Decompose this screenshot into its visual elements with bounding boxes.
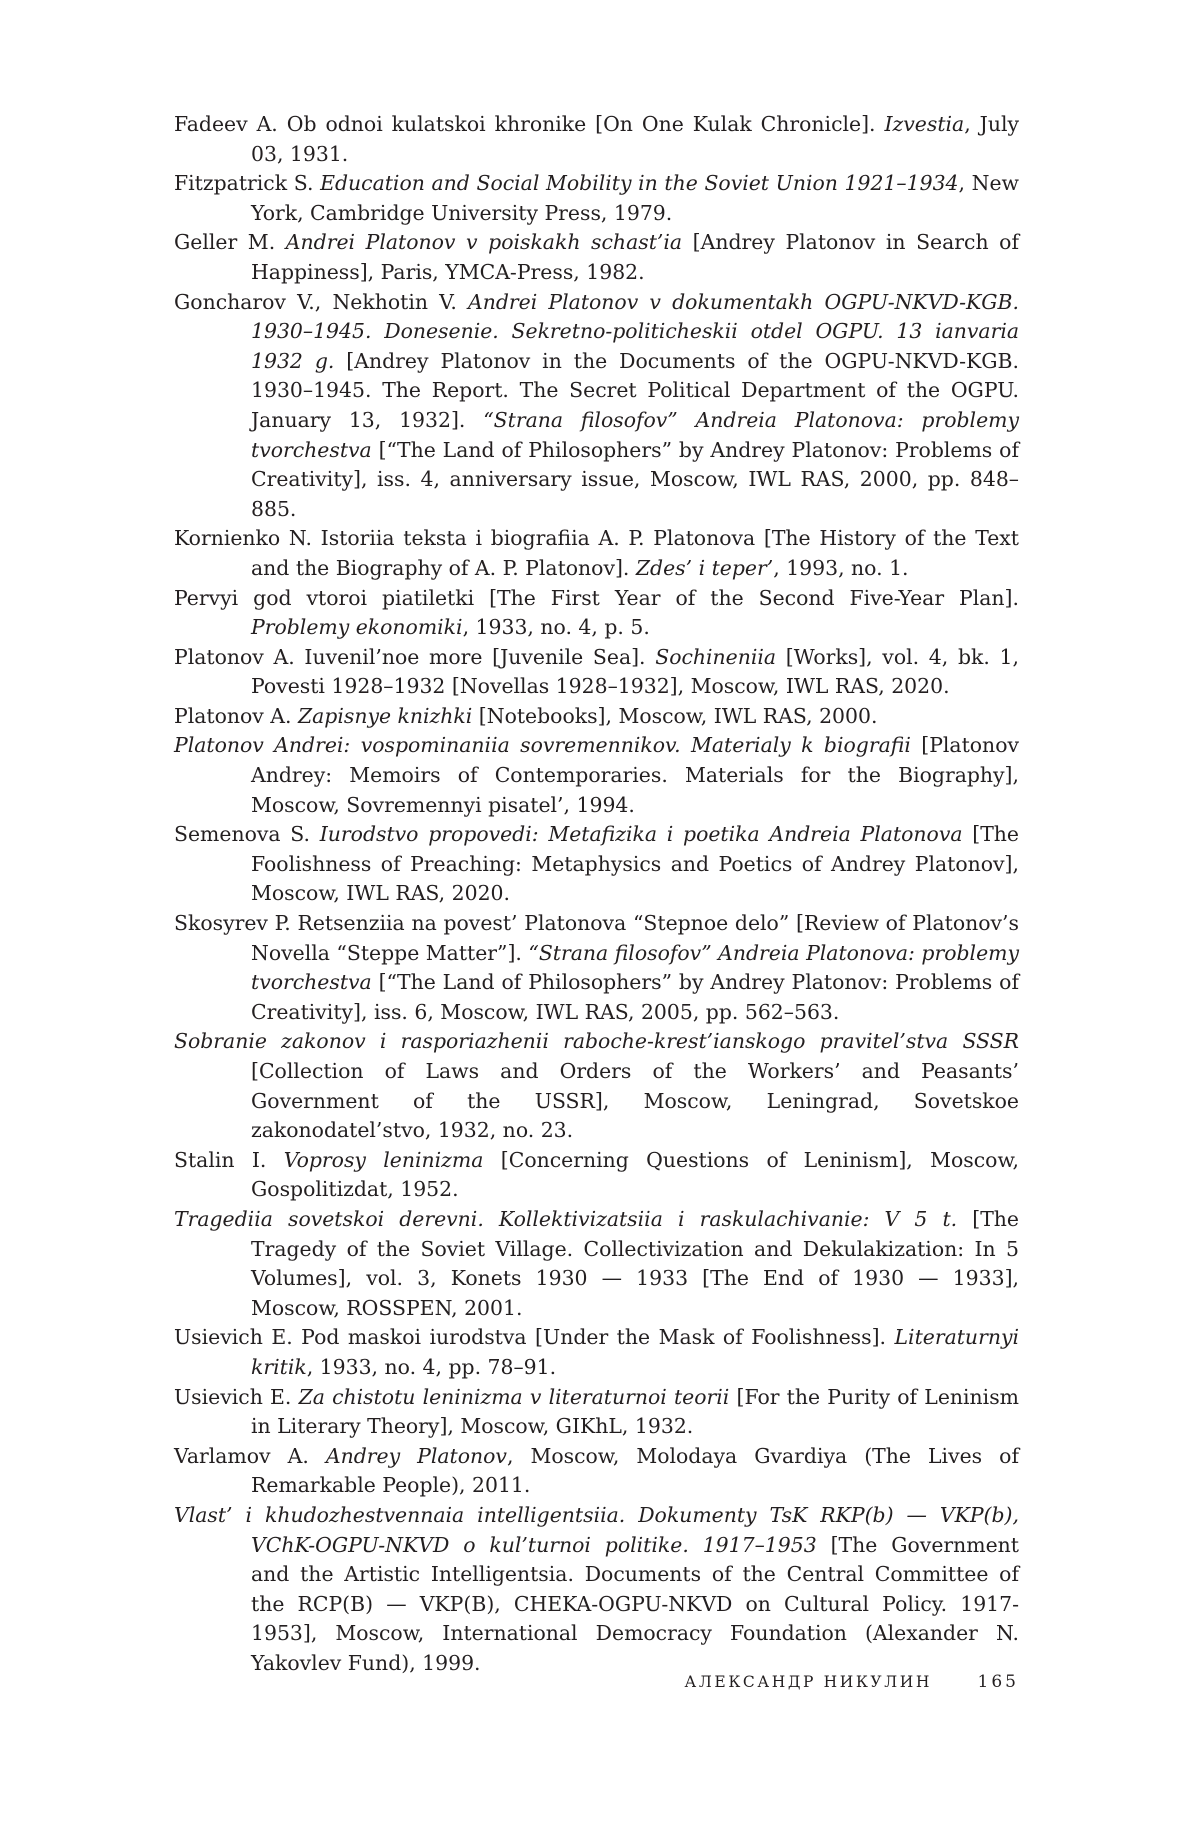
entry-text: Varlamov A. bbox=[174, 1443, 326, 1468]
entry-title-italic: Education and Social Mobility in the Soviet Union 1921–1934 bbox=[320, 171, 959, 196]
bibliography-entry bbox=[174, 584, 1019, 643]
entry-text: Pervyi god vtoroi piatiletki [The First Year of the Second Five-Year Plan]. bbox=[174, 585, 1019, 610]
entry-text: [The Government and the Artistic Intelligentsia. Documents of the Central Committee of the RCP(B) — VKP(B), CHEKA-OGPU-NKVD on Cultural Policy. 1917-1953], Moscow, International Democracy Foundation (Alexander N. Yakovlev Fund), 1999. bbox=[251, 1532, 1020, 1675]
bibliography-entry bbox=[174, 820, 1019, 909]
entry-text: [The Foolishness of Preaching: Metaphysics and Poetics of Andrey Platonov], Moscow, IWL RAS, 2020. bbox=[251, 822, 1019, 906]
entry-text: Usievich E. bbox=[174, 1384, 299, 1409]
entry-text: Usievich E. Pod maskoi iurodstva [Under the Mask of Foolishness]. bbox=[174, 1325, 895, 1350]
entry-text: Fadeev A. Ob odnoi kulatskoi khronike [On One Kulak Chronicle]. bbox=[174, 112, 885, 136]
entry-text: Semenova S. bbox=[174, 822, 320, 847]
entry-title-italic: Vlast’ i khudozhestvennaia intelligentsiia. Dokumenty TsK RKP(b) — VKP(b), VChK-OGPU-NKVD o kul’turnoi politike. 1917–1953 bbox=[174, 1502, 1019, 1557]
entry-title-italic: Iurodstvo propovedi: Metafizika i poetika Andreia Platonova bbox=[319, 822, 963, 847]
entry-text: [Collection of Laws and Orders of the Workers’ and Peasants’ Government of the USSR], Moscow, Leningrad, Sovetskoe zakonodatel’stvo, 1932, no. 23. bbox=[251, 1059, 1019, 1143]
entry-title-italic: Zapisnye knizhki bbox=[297, 703, 473, 728]
entry-text: [Notebooks], Moscow, IWL RAS, 2000. bbox=[472, 703, 878, 728]
entry-title-italic: Literaturnyi kritik bbox=[251, 1325, 1019, 1379]
entry-title-italic: Tragediia sovetskoi derevni. Kollektivizatsiia i raskulachivanie: V 5 t. bbox=[174, 1206, 958, 1231]
entry-text: Goncharov V., Nekhotin V. bbox=[174, 289, 468, 314]
entry-text: [“The Land of Philosophers” by Andrey Platonov: Problems of Creativity], iss. 6, Moscow, IWL RAS, 2005, pp. 562–563. bbox=[251, 970, 1019, 1024]
bibliography-entry bbox=[174, 288, 1019, 525]
entry-text: [Platonov Andrey: Memoirs of Contemporaries. Materials for the Biography], Moscow, Sovremennyi pisatel’, 1994. bbox=[251, 733, 1019, 817]
entry-title-italic: Voprosy leninizma bbox=[283, 1147, 484, 1172]
entry-text: Kornienko N. Istoriia teksta i biografiia A. P. Platonova [The History of the Text and the Biography of A. P. Platonov]. bbox=[174, 526, 1019, 580]
bibliography-entry bbox=[174, 228, 1019, 287]
entry-text: , 1933, no. 4, pp. 78–91. bbox=[306, 1354, 557, 1379]
entry-text: , New York, Cambridge University Press, 1979. bbox=[251, 171, 1020, 225]
bibliography-entry bbox=[174, 169, 1019, 228]
bibliography-entry bbox=[174, 1205, 1019, 1323]
entry-text: Stalin I. bbox=[174, 1147, 284, 1172]
entry-title-italic: Andrey Platonov bbox=[325, 1443, 507, 1468]
entry-text: , July 03, 1931. bbox=[251, 112, 1019, 166]
entry-title-italic: “Strana filosofov” Andreia Platonova: problemy tvorchestva bbox=[251, 407, 1019, 462]
entry-title-italic: Problemy ekonomiki bbox=[251, 615, 463, 640]
entry-text: Fitzpatrick S. bbox=[174, 171, 321, 196]
entry-title-italic: Sochineniia bbox=[655, 644, 777, 669]
entry-title-italic: Andrei Platonov v dokumentakh OGPU-NKVD-KGB. 1930–1945. Donesenie. Sekretno-politicheskii otdel OGPU. 13 ianvaria 1932 g. bbox=[251, 289, 1019, 373]
bibliography-entry bbox=[174, 1383, 1019, 1442]
bibliography-entry bbox=[174, 1027, 1019, 1145]
entry-title-italic: Izvestia bbox=[884, 112, 965, 136]
entry-text: , Moscow, Molodaya Gvardiya (The Lives of Remarkable People), 2011. bbox=[251, 1443, 1019, 1498]
running-footer-author: АЛЕКСАНДР НИКУЛИН bbox=[684, 1673, 933, 1691]
bibliography-entry bbox=[174, 110, 1019, 169]
entry-text: , 1933, no. 4, p. 5. bbox=[462, 615, 650, 640]
bibliography-entry bbox=[174, 1501, 1019, 1679]
entry-text: Platonov A. bbox=[174, 703, 298, 728]
entry-text: Skosyrev P. Retsenziia na povest’ Platonova “Stepnoe delo” [Review of Platonov’s Novella “Steppe Matter”]. bbox=[174, 911, 1019, 965]
entry-text: Geller M. bbox=[174, 230, 286, 255]
entry-title-italic: Platonov Andrei: vospominaniia sovremennikov. Materialy k biografii bbox=[174, 733, 911, 758]
bibliography-entry bbox=[174, 643, 1019, 702]
bibliography-entry bbox=[174, 1323, 1019, 1382]
bibliography-entry bbox=[174, 1442, 1019, 1501]
entry-text: , 1993, no. 1. bbox=[773, 555, 909, 580]
entry-text: [The Tragedy of the Soviet Village. Collectivization and Dekulakization: In 5 Volumes], vol. 3, Konets 1930 — 1933 [The End of 1930 — 1933], Moscow, ROSSPEN, 2001. bbox=[251, 1206, 1019, 1320]
entry-text: [Andrey Platonov in Search of Happiness], Paris, YMCA-Press, 1982. bbox=[251, 230, 1020, 284]
running-footer bbox=[685, 1672, 1019, 1692]
page-number: 165 bbox=[977, 1672, 1019, 1692]
bibliography-entry bbox=[174, 702, 1019, 732]
entry-title-italic: “Strana filosofov” Andreia Platonova: problemy tvorchestva bbox=[251, 940, 1019, 995]
entry-text: [“The Land of Philosophers” by Andrey Platonov: Problems of Creativity], iss. 4, anniversary issue, Moscow, IWL RAS, 2000, pp. 848–885. bbox=[251, 437, 1019, 521]
bibliography-entry bbox=[174, 909, 1019, 1027]
entry-title-italic: Za chistotu leninizma v literaturnoi teorii bbox=[298, 1384, 730, 1409]
bibliography-entry bbox=[174, 731, 1019, 820]
entry-title-italic: Zdes’ i teper’ bbox=[635, 555, 774, 580]
bibliography-list bbox=[174, 110, 1019, 1678]
entry-title-italic: Andrei Platonov v poiskakh schast’ia bbox=[285, 230, 683, 255]
entry-title-italic: Sobranie zakonov i rasporiazhenii raboche-krest’ianskogo pravitel’stva SSSR bbox=[174, 1029, 1019, 1054]
entry-text: [For the Purity of Leninism in Literary Theory], Moscow, GIKhL, 1932. bbox=[251, 1384, 1019, 1439]
bibliography-entry bbox=[174, 1146, 1019, 1205]
entry-text: [Works], vol. 4, bk. 1, Povesti 1928–1932 [Novellas 1928–1932], Moscow, IWL RAS, 2020. bbox=[251, 644, 1019, 699]
entry-text: Platonov A. Iuvenil’noe more [Juvenile Sea]. bbox=[174, 644, 656, 669]
entry-text: [Andrey Platonov in the Documents of the OGPU-NKVD-KGB. 1930–1945. The Report. The Secret Political Department of the OGPU. January 13, 1932]. bbox=[251, 348, 1019, 432]
entry-text: [Concerning Questions of Leninism], Moscow, Gospolitizdat, 1952. bbox=[251, 1147, 1019, 1202]
bibliography-entry bbox=[174, 524, 1019, 583]
